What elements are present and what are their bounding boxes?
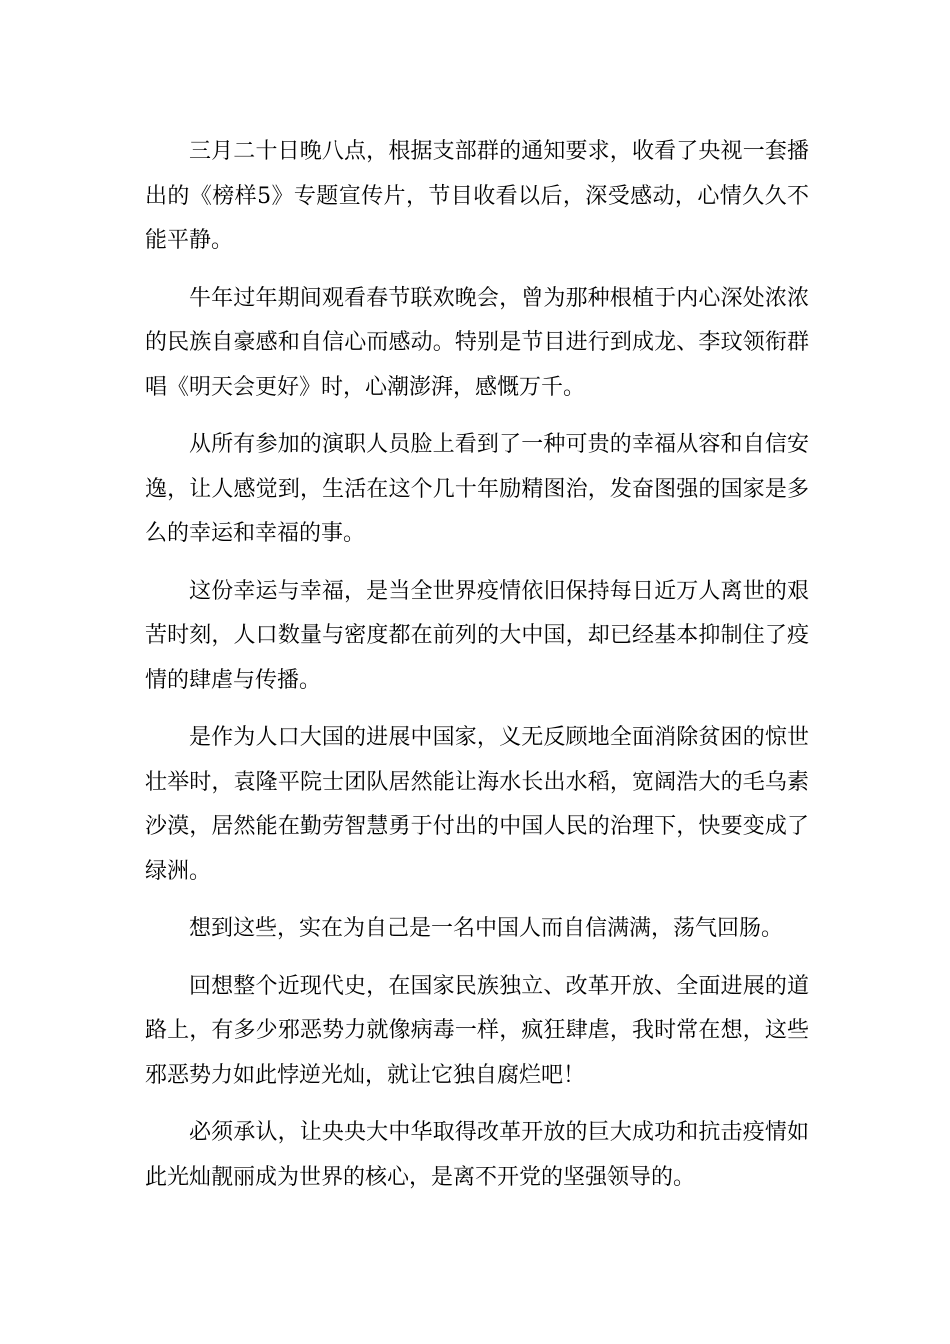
paragraph-6: 想到这些，实在为自己是一名中国人而自信满满，荡气回肠。	[189, 916, 784, 941]
paragraph-8: 必须承认，让央央大中华取得改革开放的巨大成功和抗击疫情如此光灿靓丽成为世界的核心，是离不开党的坚强领导的。	[145, 1120, 809, 1190]
paragraph-5: 是作为人口大国的进展中国家，义无反顾地全面消除贫困的惊世壮举时，袁隆平院士团队居然能让海水长出水稻，宽阔浩大的毛乌素沙漠，居然能在勤劳智慧勇于付出的中国人民的治理下，快要变成了绿洲。	[145, 725, 809, 884]
paragraph-4: 这份幸运与幸福，是当全世界疫情依旧保持每日近万人离世的艰苦时刻，人口数量与密度都在前列的大中国，却已经基本抑制住了疫情的肆虐与传播。	[145, 578, 809, 693]
document-body	[145, 130, 809, 1213]
paragraph-2: 牛年过年期间观看春节联欢晚会，曾为那种根植于内心深处浓浓的民族自豪感和自信心而感动。特别是节目进行到成龙、李玟领衔群唱《明天会更好》时，心潮澎湃，感慨万千。	[145, 285, 809, 400]
paragraph-1: 三月二十日晚八点，根据支部群的通知要求，收看了央视一套播出的《榜样5》专题宣传片，节目收看以后，深受感动，心情久久不能平静。	[145, 139, 809, 253]
paragraph-3: 从所有参加的演职人员脸上看到了一种可贵的幸福从容和自信安逸，让人感觉到，生活在这个几十年励精图治，发奋图强的国家是多么的幸运和幸福的事。	[145, 432, 809, 546]
paragraph-7: 回想整个近现代史，在国家民族独立、改革开放、全面进展的道路上，有多少邪恶势力就像病毒一样，疯狂肆虐，我时常在想，这些邪恶势力如此悖逆光灿，就让它独自腐烂吧！	[145, 973, 809, 1088]
